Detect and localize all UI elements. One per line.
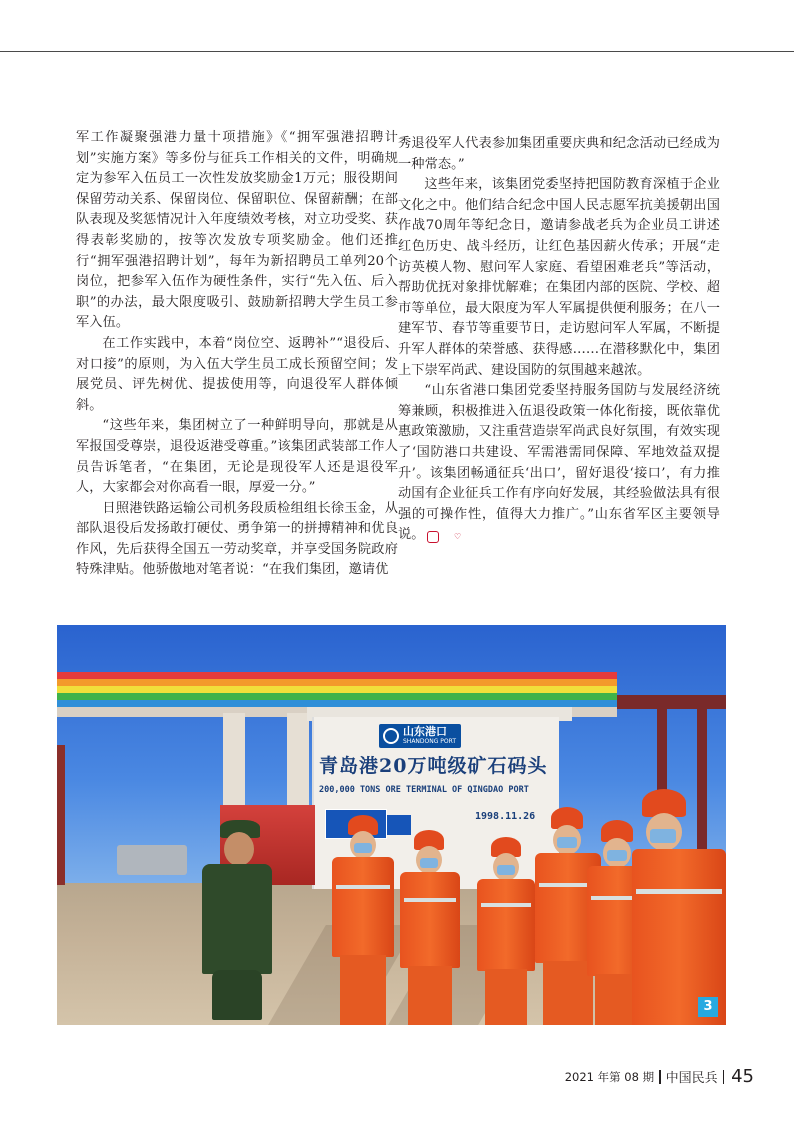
orange-uniform — [332, 857, 394, 957]
truck — [117, 845, 187, 875]
shandong-port-logo — [379, 724, 461, 748]
orange-uniform — [477, 879, 535, 971]
paragraph: “这些年来，集团树立了一种鲜明导向，那就是从军报国受尊崇，退役返港受尊重。”该集团武装部工作人员告诉笔者，“在集团，无论是现役军人还是退役军人，大家都会对你高看一眼，厚爱一分。” — [76, 418, 398, 496]
canopy-stripe — [57, 672, 617, 679]
logo-mark-icon — [383, 728, 399, 744]
face-mask — [607, 850, 627, 861]
paragraph: 在工作实践中，本着“岗位空、返聘补”“退役后、对口接”的原则，为入伍大学生员工成长预留空间；发展党员、评先树优、提拔使用等，向退役军人群体倾斜。 — [76, 335, 398, 413]
paragraph: 军工作凝聚强港力量十项措施》《“拥军强港招聘计划”实施方案》等多份与征兵工作相关的文件，明确规定为参军入伍员工一次性发放奖励金1万元；服役期间保留劳动关系、保留岗位、保留职位、保留薪酬；在部队表现及奖惩情况计入年度绩效考核，对立功受奖、获得表彰奖励的，按等次发放专项奖励金。他们还推行“拥军强港招聘计划”，每年为新招聘员工单列20个岗位，把参军入伍作为硬性条件，实行“先入伍、后入职”的办法，最大限度吸引、鼓励新招聘大学生员工参军入伍。 — [76, 130, 398, 331]
orange-trousers — [340, 955, 386, 1025]
article-photo — [57, 625, 726, 1025]
left-column — [76, 128, 398, 581]
header-rule — [0, 51, 794, 52]
paragraph-text: “山东省港口集团党委坚持服务国防与发展经济统筹兼顾，积极推进入伍退役政策一体化衔接，既依靠优惠政策激励，又注重营造崇军尚武良好氛围，有效实现了‘国防港口共建设、军需港需同保障、军地效益双提升’。该集团畅通征兵‘出口’，留好退役‘接口’，有力推动国有企业征兵工作有序向好发展，其经验做法具有很强的可操作性，值得大力推广。”山东省军区主要领导说。 — [398, 383, 720, 543]
footer-divider — [659, 1070, 661, 1084]
logo-english: SHANDONG PORT — [403, 738, 457, 745]
canopy-stripe — [57, 679, 617, 686]
soldier-uniform — [202, 864, 272, 974]
photo-number-badge: 3 — [698, 997, 718, 1017]
reflective-strip — [404, 898, 456, 902]
issue-label: 2021 年第 08 期 — [564, 1069, 655, 1084]
magazine-name: 中国民兵 — [665, 1071, 718, 1086]
paragraph — [398, 381, 720, 546]
face-mask — [650, 829, 676, 843]
face-mask — [420, 858, 438, 868]
orange-trousers — [408, 966, 452, 1025]
orange-trousers — [543, 961, 593, 1025]
footer-divider — [723, 1070, 725, 1084]
end-mark-icon: ♡ — [427, 531, 439, 543]
orange-uniform — [400, 872, 460, 968]
canopy-stripe — [57, 693, 617, 700]
canopy-stripe — [57, 700, 617, 707]
paragraph: 这些年来，该集团党委坚持把国防教育深植于企业文化之中。他们结合纪念中国人民志愿军抗美援朝出国作战70周年等纪念日，邀请参战老兵为企业员工讲述红色历史、战斗经历，让红色基因薪火传承；开展“走访英模人物、慰问军人家庭、看望困难老兵”等活动，帮助优抚对象排忧解难；在集团内部的医院、学校、超市等单位，最大限度为军人军属提供便利服务；在八一建军节、春节等重要节日，走访慰问军人军属，不断提升军人群体的荣誉感、获得感……在潜移默化中，集团上下崇军尚武、建设国防的氛围越来越浓。 — [398, 177, 720, 378]
canopy-stripe — [57, 686, 617, 693]
crane-structure — [617, 695, 726, 709]
soldier-head — [224, 832, 254, 866]
terminal-sign-english: 200,000 TONS ORE TERMINAL OF QINGDAO PORT — [319, 785, 529, 795]
face-mask — [354, 843, 372, 853]
blue-signboard — [387, 815, 411, 835]
face-mask — [557, 837, 577, 848]
paragraph: 秀退役军人代表参加集团重要庆典和纪念活动已经成为一种常态。” — [398, 136, 720, 172]
terminal-sign-chinese: 青岛港20万吨级矿石码头 — [319, 755, 548, 777]
right-column — [398, 134, 720, 546]
page-number: 45 — [731, 1066, 754, 1087]
soldier-legs — [212, 970, 262, 1020]
reflective-strip — [336, 885, 390, 889]
reflective-strip — [636, 889, 722, 894]
page-footer — [565, 1066, 754, 1088]
crane-structure — [57, 745, 65, 885]
face-mask — [497, 865, 515, 875]
orange-trousers — [485, 969, 527, 1025]
terminal-sign-date: 1998.11.26 — [475, 811, 536, 822]
logo-name: 山东港口 — [403, 725, 447, 738]
paragraph: 日照港铁路运输公司机务段质检组组长徐玉金，从部队退役后发扬敢打硬仗、勇争第一的拼搏精神和优良作风，先后获得全国五一劳动奖章，并享受国务院政府特殊津贴。他骄傲地对笔者说：“在我们集团，邀请优 — [76, 500, 398, 578]
reflective-strip — [481, 903, 531, 907]
